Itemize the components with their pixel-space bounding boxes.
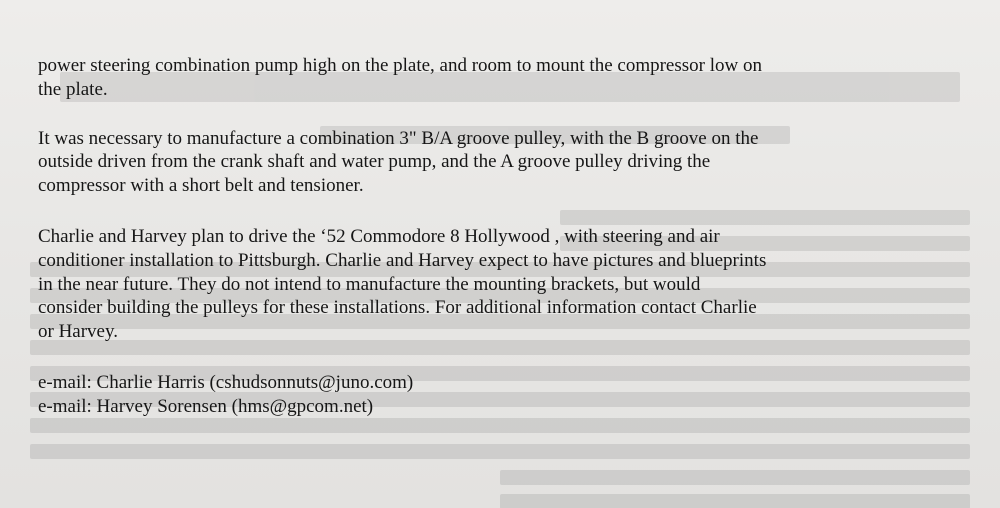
text-line: conditioner installation to Pittsburgh. Charlie and Harvey expect to have pictures and blueprints <box>38 249 767 271</box>
text-line: outside driven from the crank shaft and water pump, and the A groove pulley driving the <box>38 151 711 173</box>
text-line: or Harvey. <box>38 321 119 343</box>
document-body <box>38 54 968 419</box>
bleed-line <box>30 444 970 459</box>
text-line: the plate. <box>38 78 108 100</box>
text-line: consider building the pulleys for these installations. For additional information contact Charlie <box>38 297 757 319</box>
text-line: It was necessary to manufacture a combination 3" B/A groove pulley, with the B groove on the <box>38 127 759 149</box>
email-contact-charlie: e-mail: Charlie Harris (cshudsonnuts@juno.com) <box>38 371 414 393</box>
text-line: Charlie and Harvey plan to drive the ‘52 Commodore 8 Hollywood , with steering and air <box>38 225 720 247</box>
bleed-line <box>30 418 970 433</box>
text-line: compressor with a short belt and tensioner. <box>38 175 364 197</box>
paragraph-pulley <box>38 127 968 198</box>
text-line: in the near future. They do not intend to manufacture the mounting brackets, but would <box>38 273 701 295</box>
contact-block <box>38 371 968 419</box>
bleed-line <box>500 494 970 508</box>
bleed-line <box>500 470 970 485</box>
email-contact-harvey: e-mail: Harvey Sorensen (hms@gpcom.net) <box>38 395 374 417</box>
paragraph-plans <box>38 225 968 344</box>
paragraph-pump-placement <box>38 54 968 102</box>
text-line: power steering combination pump high on the plate, and room to mount the compressor low on <box>38 55 762 76</box>
